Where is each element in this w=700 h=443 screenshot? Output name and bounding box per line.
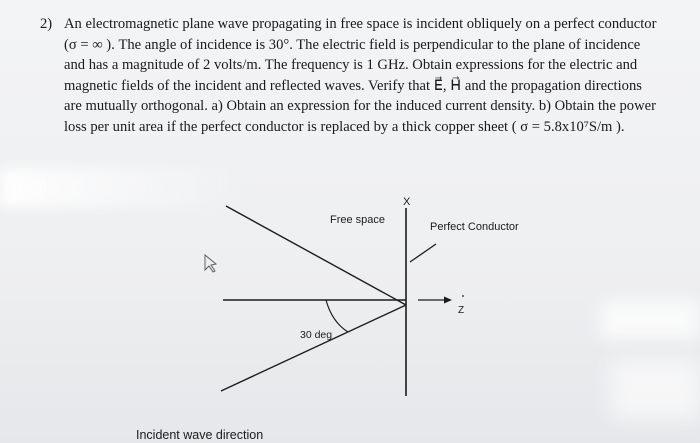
problem-line-4: magnetic fields of the incident and reflected waves. Verify that E⃗, H⃗ and the propagation directions — [64, 77, 642, 94]
problem-line-3: and has a magnitude of 2 volts/m. The frequency is 1 GHz. Obtain expressions for the electric and — [64, 57, 638, 73]
conductor-slant-line — [410, 244, 436, 262]
problem-line-6: loss per unit area if the perfect conductor is replaced by a thick copper sheet ( σ = 5.8x10⁷S/m ). — [64, 118, 625, 135]
problem-line-5: are mutually orthogonal. a) Obtain an expression for the induced current density. b) Obtain the power — [64, 98, 656, 114]
x-axis-label: X — [403, 196, 411, 208]
problem-line-1: An electromagnetic plane wave propagating in free space is incident obliquely on a perfect conductor — [64, 16, 657, 32]
problem-number: 2) — [40, 16, 53, 32]
incident-wave-caption: Incident wave direction — [136, 428, 264, 442]
conductor-label: Perfect Conductor — [430, 221, 519, 233]
axis-mark — [462, 295, 464, 297]
cursor-icon — [205, 255, 216, 272]
angle-label: 30 deg — [300, 329, 333, 341]
angle-arc — [326, 300, 348, 332]
z-axis-label: Z — [458, 305, 465, 316]
reflected-ray — [221, 305, 406, 391]
z-arrow-head — [444, 297, 452, 304]
free-space-label: Free space — [330, 214, 386, 226]
problem-line-2: (σ = ∞ ). The angle of incidence is 30°. The electric field is perpendicular to the plane of incidence — [64, 36, 641, 53]
